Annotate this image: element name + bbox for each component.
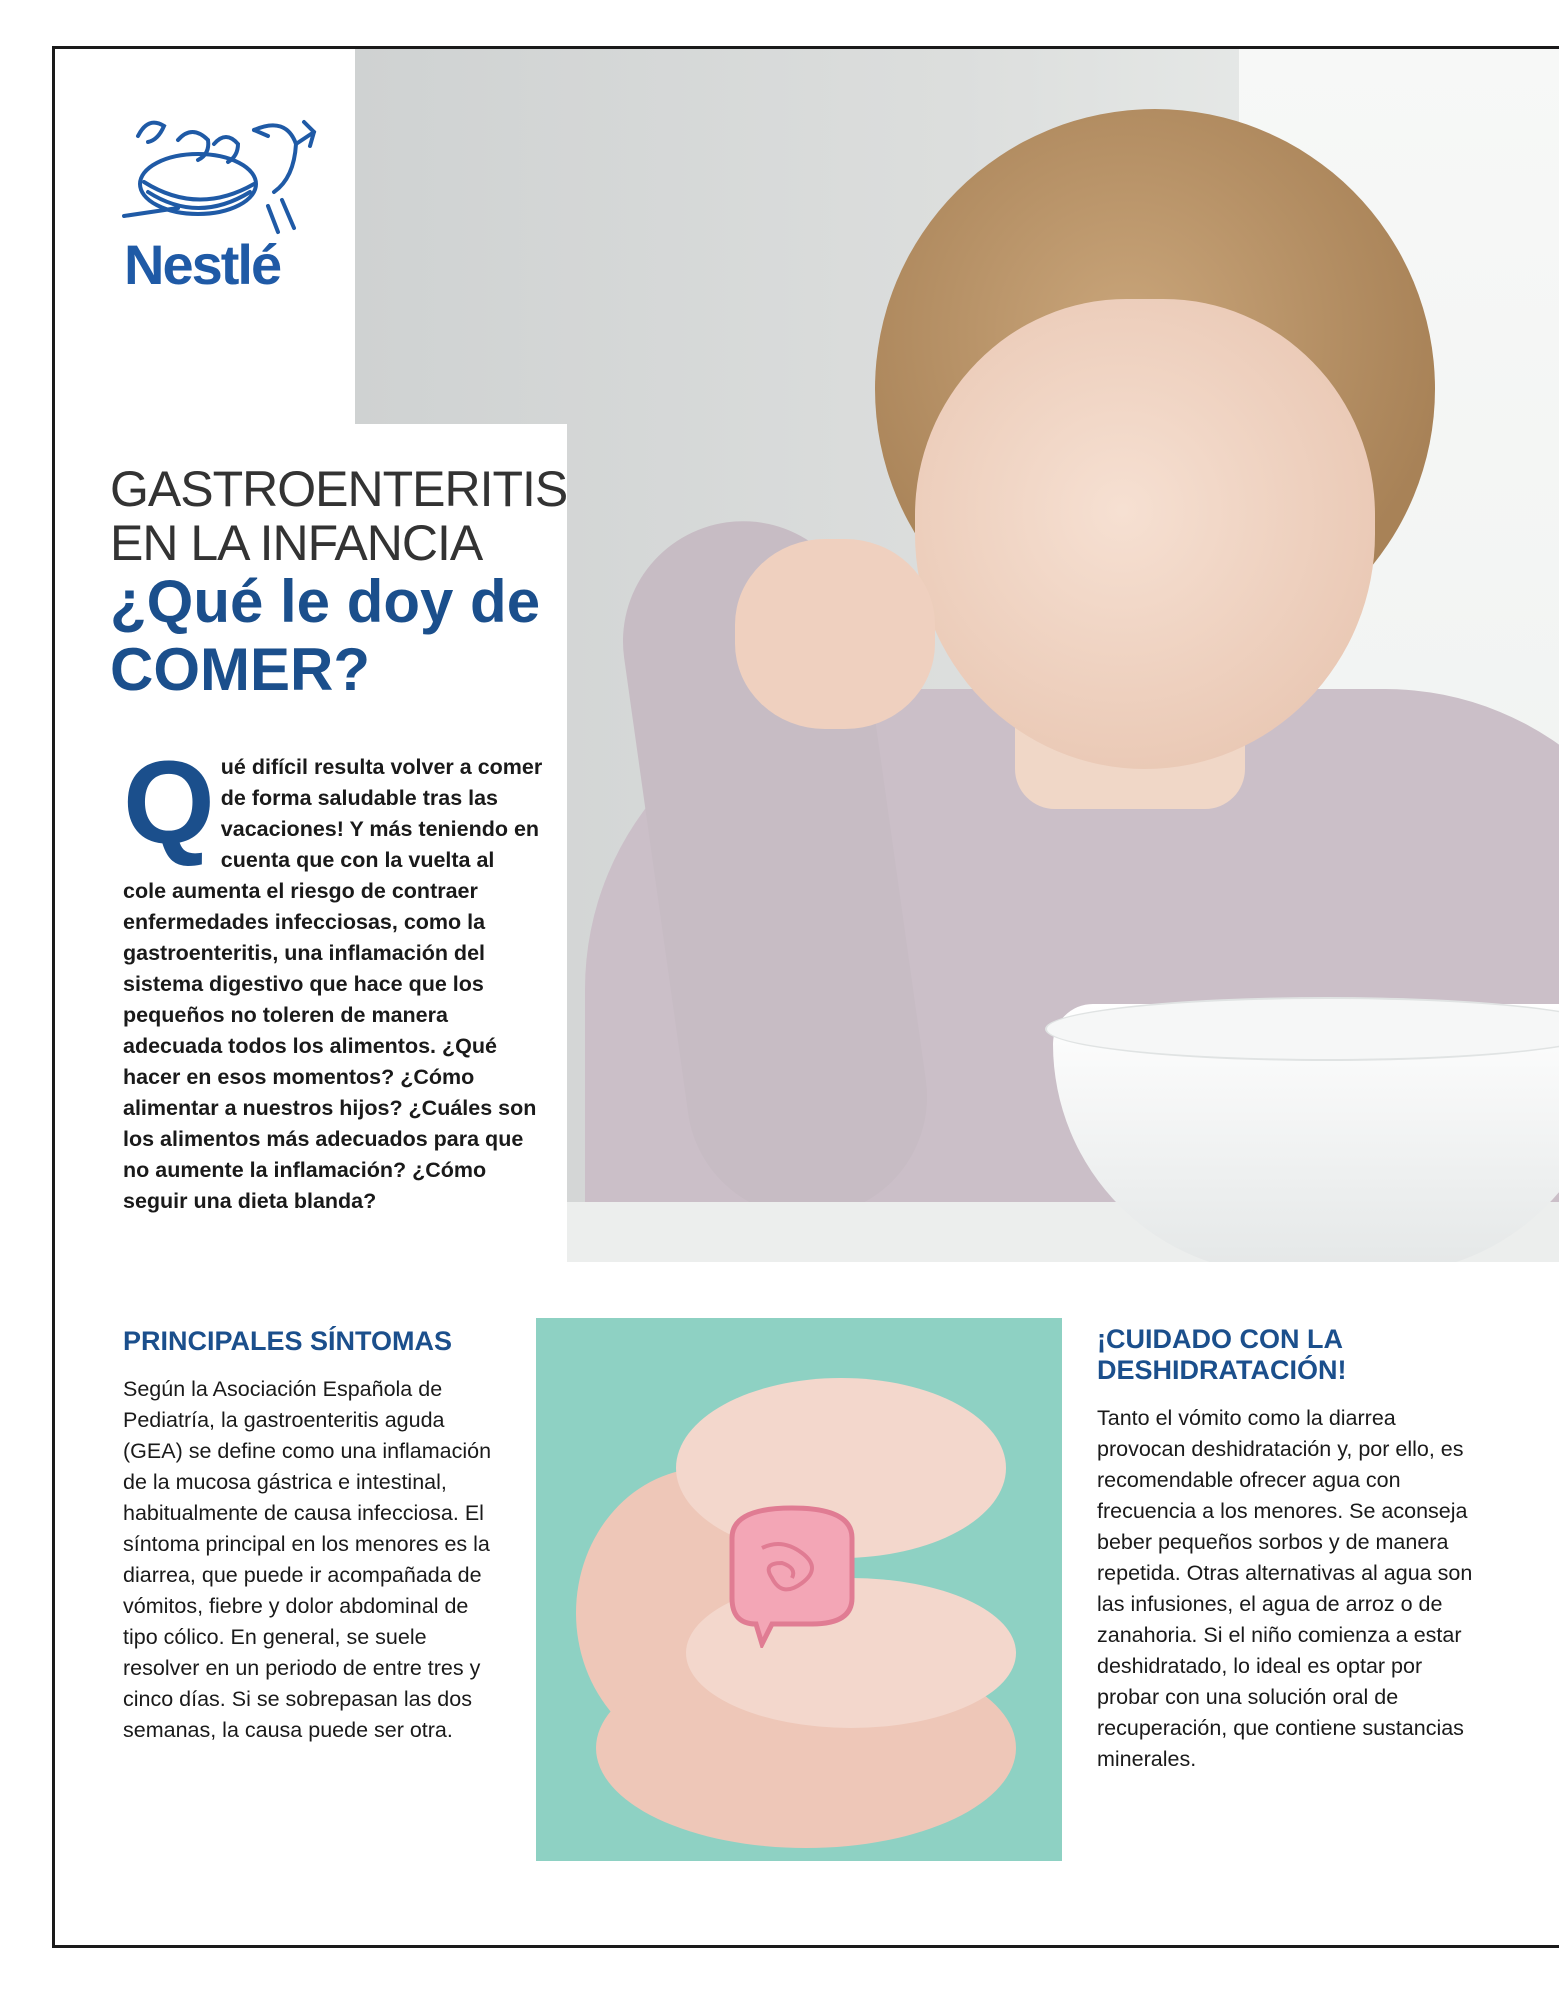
article-kicker: GASTROENTERITIS EN LA INFANCIA (110, 461, 568, 571)
section-dehydration-title: ¡CUIDADO CON LA DESHIDRATACIÓN! (1097, 1324, 1347, 1385)
hero-hand (735, 539, 935, 729)
intestine-icon (712, 1498, 872, 1648)
intro-dropcap: Q (123, 737, 215, 869)
hands-photo (536, 1318, 1062, 1861)
section-symptoms-title: PRINCIPALES SÍNTOMAS (123, 1326, 453, 1356)
section-symptoms-body: Según la Asociación Española de Pediatría, la gastroenteritis aguda (GEA) se define como una inflamación de la mucosa gástrica e intestinal, habitualmente de causa infecciosa. El síntoma principal en los menores es la diarrea, que puede ir acompañada de vómitos, fiebre y dolor abdominal de tipo cólico. En general, se suele resolver en un periodo de entre tres y cinco días. Si se sobrepasan las dos semanas, la causa puede ser otra. (123, 1377, 492, 1742)
brand-logo-text: Nestlé (124, 233, 281, 296)
intro-paragraph (123, 737, 543, 1217)
nest-birds-logo-icon (118, 96, 318, 236)
intro-text: ué difícil resulta volver a comer de forma saludable tras las vacaciones! Y más teniendo en cuenta que con la vuelta al cole aumenta el riesgo de contraer enfermedades infecciosas, como la gastroenteritis, una inflamación del sistema digestivo que hace que los pequeños no toleren de manera adecuada todos los alimentos. ¿Qué hacer en esos momentos? ¿Cómo alimentar a nuestros hijos? ¿Cuáles son los alimentos más adecuados para que no aumente la inflamación? ¿Cómo seguir una dieta blanda? (123, 755, 543, 1213)
article-headline: ¿Qué le doy de COMER? (110, 568, 541, 703)
section-dehydration-body: Tanto el vómito como la diarrea provocan deshidratación y, por ello, es recomendable ofrecer agua con frecuencia a los menores. Se aconseja beber pequeños sorbos y de manera repetida. Otras alternativas al agua son las infusiones, el agua de arroz o de zanahoria. Si el niño comienza a estar deshidratado, lo ideal es optar por probar con una solución oral de recuperación, que contiene sustancias minerales. (1097, 1406, 1473, 1771)
hero-face (915, 299, 1375, 769)
